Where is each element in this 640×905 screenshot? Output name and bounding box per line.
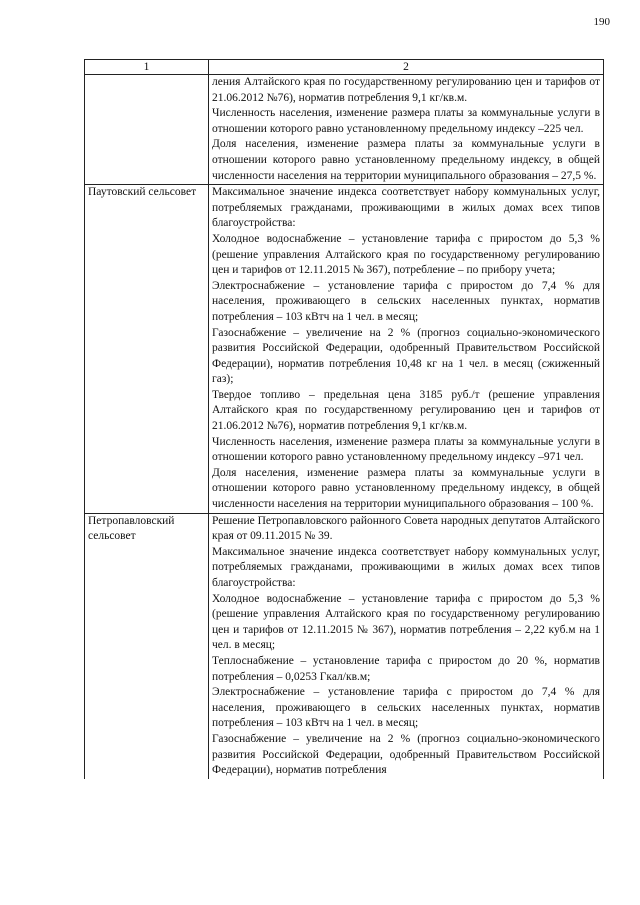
tariff-description-cell — [209, 185, 604, 513]
paragraph: Решение Петропавловского районного Совета народных депутатов Алтайского края от 09.11.2015 № 39. — [212, 514, 600, 543]
paragraph: Газоснабжение – увеличение на 2 % (прогноз социально-экономического развития Российской Федерации, одобренный Правительством Российской Федерации), норматив потребления — [212, 732, 600, 777]
paragraph: Численность населения, изменение размера платы за коммунальные услуги в отношении которого равно установленному предельному индексу –225 чел. — [212, 107, 600, 135]
paragraph: Максимальное значение индекса соответствует набору коммунальных услуг, потребляемых гражданами, проживающими в жилых домах всех типов благоустройства: — [212, 545, 600, 589]
municipality-name-cell: Паутовский сельсовет — [85, 185, 209, 513]
table-row — [85, 75, 604, 185]
paragraph: Теплоснабжение – установление тарифа с приростом до 20 %, норматив потребления – 0,0253 Гкал/кв.м; — [212, 654, 600, 683]
paragraph: ления Алтайского края по государственному регулированию цен и тарифов от 21.06.2012 №76), норматив потребления 9,1 кг/кв.м. — [212, 76, 600, 104]
municipality-name-cell — [85, 75, 209, 185]
paragraph: Доля населения, изменение размера платы за коммунальные услуги в отношении которого равно установленному предельному индексу, в общей численности населения на территории муниципального образования – 100 %. — [212, 466, 600, 511]
tariff-description-cell — [209, 513, 604, 779]
column-header-2: 2 — [209, 60, 604, 75]
table-header-row — [85, 60, 604, 75]
tariff-description-cell — [209, 75, 604, 185]
paragraph: Численность населения, изменение размера платы за коммунальные услуги в отношении которого равно установленному предельному индексу –971 чел. — [212, 435, 600, 464]
tariff-table — [84, 59, 604, 779]
paragraph: Твердое топливо – предельная цена 3185 руб./т (решение управления Алтайского края по государственному регулированию цен и тарифов от 21.06.2012 №76), норматив потребления 9,1 кг/кв.м. — [212, 388, 600, 433]
paragraph: Холодное водоснабжение – установление тарифа с приростом до 5,3 % (решение управления Алтайского края по государственному регулированию цен и тарифов от 12.11.2015 № 367), потребление – по прибору учета; — [212, 232, 600, 277]
paragraph: Электроснабжение – установление тарифа с приростом до 7,4 % для населения, проживающего в сельских населенных пунктах, норматив потребления – 103 кВтч на 1 чел. в месяц; — [212, 686, 600, 730]
paragraph: Электроснабжение – установление тарифа с приростом до 7,4 % для населения, проживающего в сельских населенных пунктах, норматив потребления – 103 кВтч на 1 чел. в месяц; — [212, 279, 600, 323]
paragraph: Доля населения, изменение размера платы за коммунальные услуги в отношении которого равно установленному предельному индексу, в общей численности населения на территории муниципального образования – 27,5 %. — [212, 138, 600, 182]
column-header-1: 1 — [85, 60, 209, 75]
table-row — [85, 185, 604, 513]
paragraph: Максимальное значение индекса соответствует набору коммунальных услуг, потребляемых гражданами, проживающими в жилых домах всех типов благоустройства: — [212, 186, 600, 230]
municipality-name-cell: Петропавловский сельсовет — [85, 513, 209, 779]
paragraph: Холодное водоснабжение – установление тарифа с приростом до 5,3 % (решение управления Алтайского края по государственному регулированию цен и тарифов от 12.11.2015 № 367), норматив потребления – 2,22 куб.м на 1 чел. в месяц; — [212, 592, 600, 652]
table-row — [85, 513, 604, 779]
page-number: 190 — [593, 16, 610, 28]
paragraph: Газоснабжение – увеличение на 2 % (прогноз социально-экономического развития Российской Федерации, одобренный Правительством Российской Федерации), норматив потребления 10,48 кг на 1 чел. в месяц (сжиженный газ); — [212, 326, 600, 386]
